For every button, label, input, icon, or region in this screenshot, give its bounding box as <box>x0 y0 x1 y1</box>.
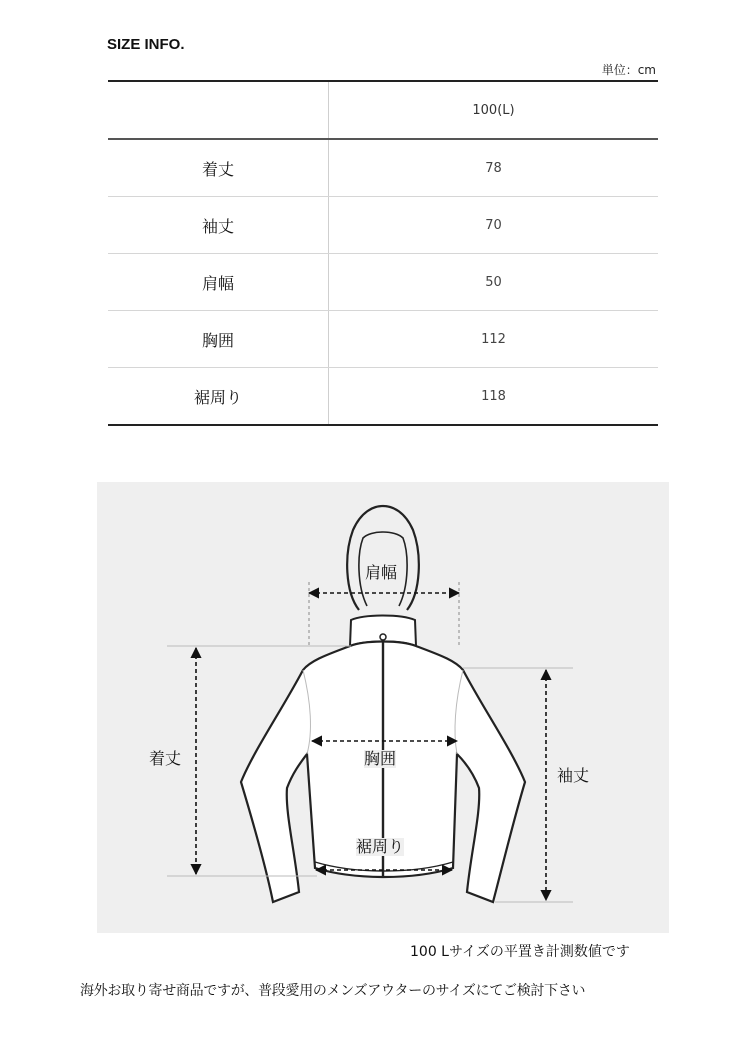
row-value: 50 <box>329 254 659 311</box>
row-value: 70 <box>329 197 659 254</box>
row-value: 118 <box>329 368 659 426</box>
size-info-title: SIZE INFO. <box>107 36 185 53</box>
hem-label: 裾周り <box>356 837 405 856</box>
shoulder-label: 肩幅 <box>365 563 398 582</box>
table-row <box>108 311 658 368</box>
row-label: 着丈 <box>108 139 329 197</box>
jacket-illustration <box>97 482 669 933</box>
row-label: 裾周り <box>193 387 242 407</box>
table-row <box>108 254 658 311</box>
table-row <box>108 368 658 426</box>
row-label: 胸囲 <box>108 311 329 368</box>
zipper-pull <box>380 634 386 640</box>
table-header-row <box>108 81 658 139</box>
row-value: 78 <box>329 139 659 197</box>
hood-outline <box>347 506 419 610</box>
unit-label: 単位：cm <box>601 63 656 77</box>
disclaimer-note: 海外お取り寄せ商品ですが、普段愛用のメンズアウターのサイズにてご検討下さい <box>80 983 586 999</box>
row-label: 肩幅 <box>108 254 329 311</box>
row-value: 112 <box>329 311 659 368</box>
measurement-note: 100 Lサイズの平置き計測数値です <box>410 944 630 960</box>
header-size-cell: 100(L) <box>329 81 659 139</box>
table-row <box>108 197 658 254</box>
sleeve-label: 袖丈 <box>557 766 590 785</box>
chest-label: 胸囲 <box>364 749 397 768</box>
jacket-measurement-diagram <box>97 482 669 933</box>
table-row <box>108 139 658 197</box>
size-table <box>108 80 658 426</box>
header-empty-cell <box>108 81 329 139</box>
row-label: 袖丈 <box>108 197 329 254</box>
length-label: 着丈 <box>149 749 182 768</box>
